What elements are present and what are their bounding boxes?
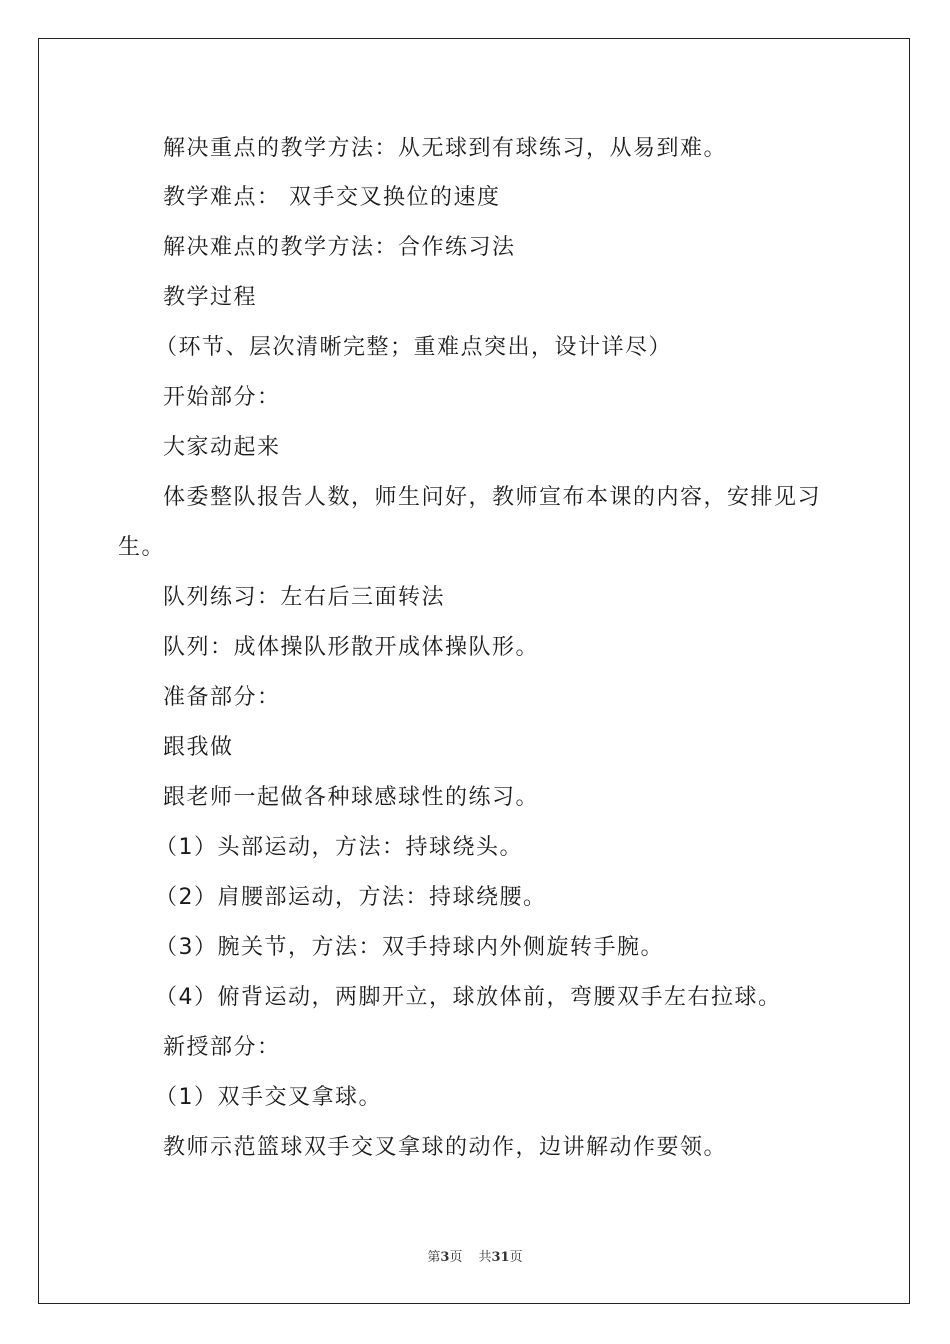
page-border bbox=[38, 38, 910, 1304]
section-heading-prep: 准备部分： bbox=[163, 685, 281, 710]
list-item-1: （1）头部运动，方法：持球绕头。 bbox=[155, 835, 523, 860]
paragraph-assembly: 体委整队报告人数，师生问好，教师宣布本课的内容，安排见习 bbox=[163, 485, 822, 510]
list-item-new-1: （1）双手交叉拿球。 bbox=[155, 1085, 382, 1110]
paragraph-warmup-title: 大家动起来 bbox=[163, 435, 281, 460]
total-suffix: 页 bbox=[509, 1250, 523, 1265]
list-item-4: （4）俯背运动，两脚开立，球放体前，弯腰双手左右拉球。 bbox=[155, 985, 782, 1010]
section-heading-process: 教学过程 bbox=[163, 285, 258, 310]
paragraph-key-method: 解决重点的教学方法：从无球到有球练习，从易到难。 bbox=[163, 136, 728, 161]
paragraph-drill: 队列练习：左右后三面转法 bbox=[163, 585, 446, 610]
paragraph-ball-feel: 跟老师一起做各种球感球性的练习。 bbox=[163, 785, 540, 810]
total-pages: 31 bbox=[491, 1250, 510, 1265]
page-suffix: 页 bbox=[449, 1250, 463, 1265]
section-heading-new: 新授部分： bbox=[163, 1035, 281, 1060]
total-prefix: 共 bbox=[478, 1250, 492, 1265]
page-prefix: 第 bbox=[427, 1250, 441, 1265]
section-heading-start: 开始部分： bbox=[163, 385, 281, 410]
page-number: 3 bbox=[440, 1250, 450, 1265]
paragraph-formation: 队列：成体操队形散开成体操队形。 bbox=[163, 635, 540, 660]
list-item-2: （2）肩腰部运动，方法：持球绕腰。 bbox=[155, 885, 547, 910]
paragraph-difficulty-method: 解决难点的教学方法：合作练习法 bbox=[163, 235, 516, 260]
paragraph-process-note: （环节、层次清晰完整；重难点突出，设计详尽） bbox=[155, 335, 673, 360]
paragraph-difficulty: 教学难点： 双手交叉换位的速度 bbox=[163, 185, 501, 210]
paragraph-follow-me: 跟我做 bbox=[163, 735, 234, 760]
paragraph-assembly-cont: 生。 bbox=[118, 535, 166, 560]
paragraph-demonstration: 教师示范篮球双手交叉拿球的动作，边讲解动作要领。 bbox=[163, 1135, 728, 1160]
page-footer bbox=[0, 1246, 950, 1265]
list-item-3: （3）腕关节，方法：双手持球内外侧旋转手腕。 bbox=[155, 935, 664, 960]
